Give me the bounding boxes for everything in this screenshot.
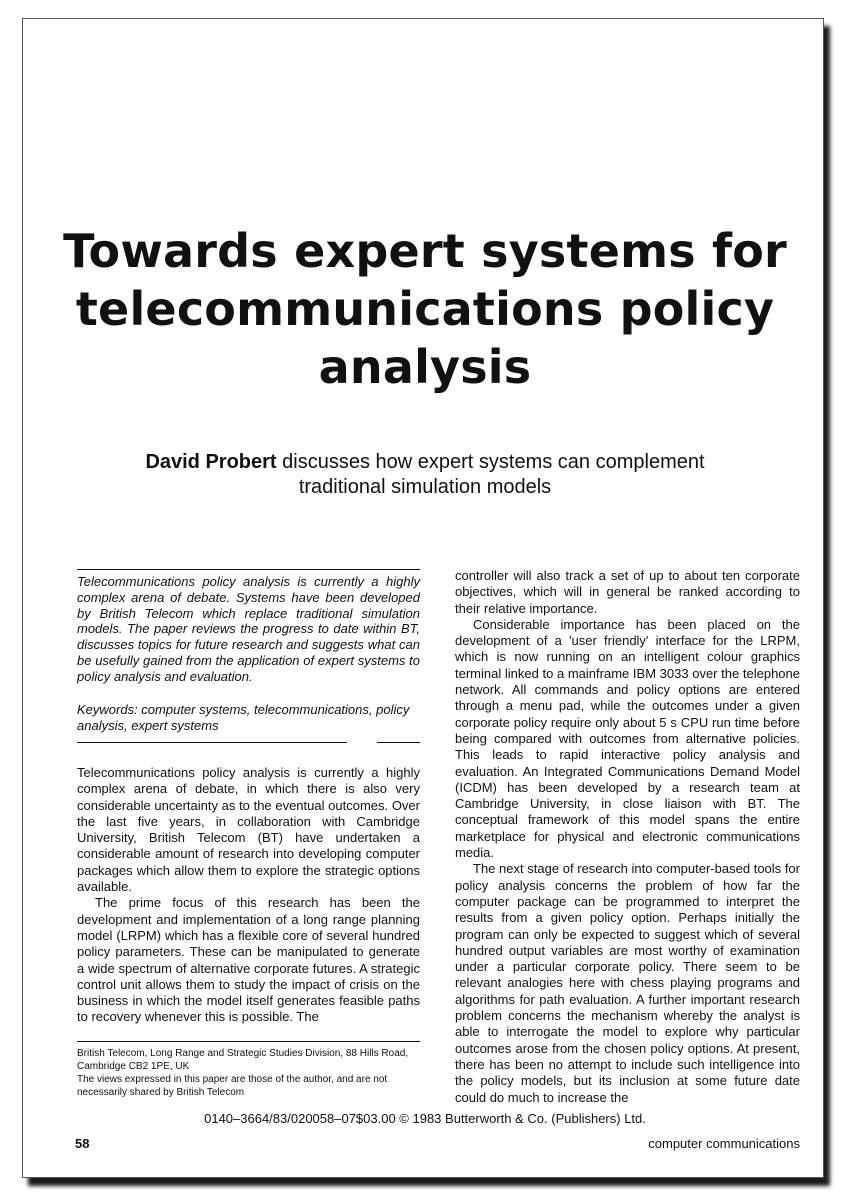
footnote-rule	[77, 1041, 420, 1042]
right-column-body	[455, 568, 800, 1106]
abstract-top-rule	[77, 569, 420, 570]
footnote-affiliation: British Telecom, Long Range and Strategic Studies Division, 88 Hills Road, Cambridge CB2 1PE, UK	[77, 1048, 409, 1072]
title-line-1: Towards expert systems for	[63, 224, 787, 278]
body-paragraph: The next stage of research into computer-based tools for policy analysis concerns the problem of how far the computer package can be programmed to interpret the results from a given policy option. Perhaps initially the program can only be expected to suggest which of several hundred output variables are most worthy of examination under a particular corporate policy. There seem to be relevant analogies here with chess playing programs and algorithms for path evaluation. A further important research problem concerns the mechanism whereby the analyst is able to interrogate the model to explore why particular outcomes arose from the chosen policy options. At present, there has been no attempt to include such intelligence into the policy models, but its inclusion at some future date could do much to increase the	[455, 861, 800, 1105]
byline	[0, 450, 850, 500]
title-line-3: analysis	[318, 340, 532, 394]
body-paragraph: controller will also track a set of up to about ten corporate objectives, which will in general be ranked according to their relative importance.	[455, 568, 800, 616]
byline-text-2: traditional simulation models	[298, 476, 552, 498]
byline-text-1: discusses how expert systems can complement	[276, 451, 705, 473]
page-number: 58	[75, 1136, 90, 1151]
keywords-rule-left	[77, 742, 347, 743]
body-paragraph: Considerable importance has been placed on the development of a 'user friendly' interface for the LRPM, which is now running on an intelligent colour graphics terminal linked to a mainframe IBM 3033 over the telephone network. All commands and policy options are entered through a menu pad, while the outcomes under a given corporate policy require only about 5 s CPU run time before being compared with outcomes from alternative policies. This leads to rapid interactive policy analysis and evaluation. An Integrated Communications Demand Model (ICDM) has been developed by a research team at Cambridge University, in close liaison with BT. The conceptual framework of this model spans the entire marketplace for physical and electronic communications media.	[455, 616, 800, 861]
title-line-2: telecommunications policy	[75, 282, 775, 336]
keywords: Keywords: computer systems, telecommunications, policy analysis, expert systems	[77, 702, 410, 733]
body-paragraph: The prime focus of this research has been the development and implementation of a long range planning model (LRPM) which has a flexible core of several hundred policy parameters. These can be manipulated to generate a wide spectrum of alternative corporate futures. A strategic control unit allows them to study the impact of crisis on the business in which the model itself generates feasible paths to recovery whenever this is possible. The	[77, 895, 420, 1025]
journal-name: computer communications	[648, 1136, 800, 1151]
citation-line: 0140–3664/83/020058–07$03.00 © 1983 Butterworth & Co. (Publishers) Ltd.	[204, 1111, 646, 1126]
article-title	[0, 222, 850, 396]
body-paragraph: Telecommunications policy analysis is currently a highly complex arena of debate, in which there is also very considerable uncertainty as to the eventual outcomes. Over the last five years, in collaboration with Cambridge University, British Telecom (BT) have undertaken a considerable amount of research into developing computer packages which allow them to explore the strategic options available.	[77, 765, 420, 895]
abstract: Telecommunications policy analysis is currently a highly complex arena of debate. Systems have been developed by British Telecom which replace traditional simulation models. The paper reviews the progress to date within BT, discusses topics for future research and suggests what can be usefully gained from the application of expert systems to policy analysis and evaluation.	[77, 574, 420, 684]
keywords-rule-right	[377, 742, 420, 743]
author-name: David Probert	[145, 451, 277, 473]
left-column-body	[77, 765, 420, 1026]
footnote-disclaimer: The views expressed in this paper are those of the author, and are not necessarily shared by British Telecom	[77, 1074, 388, 1098]
